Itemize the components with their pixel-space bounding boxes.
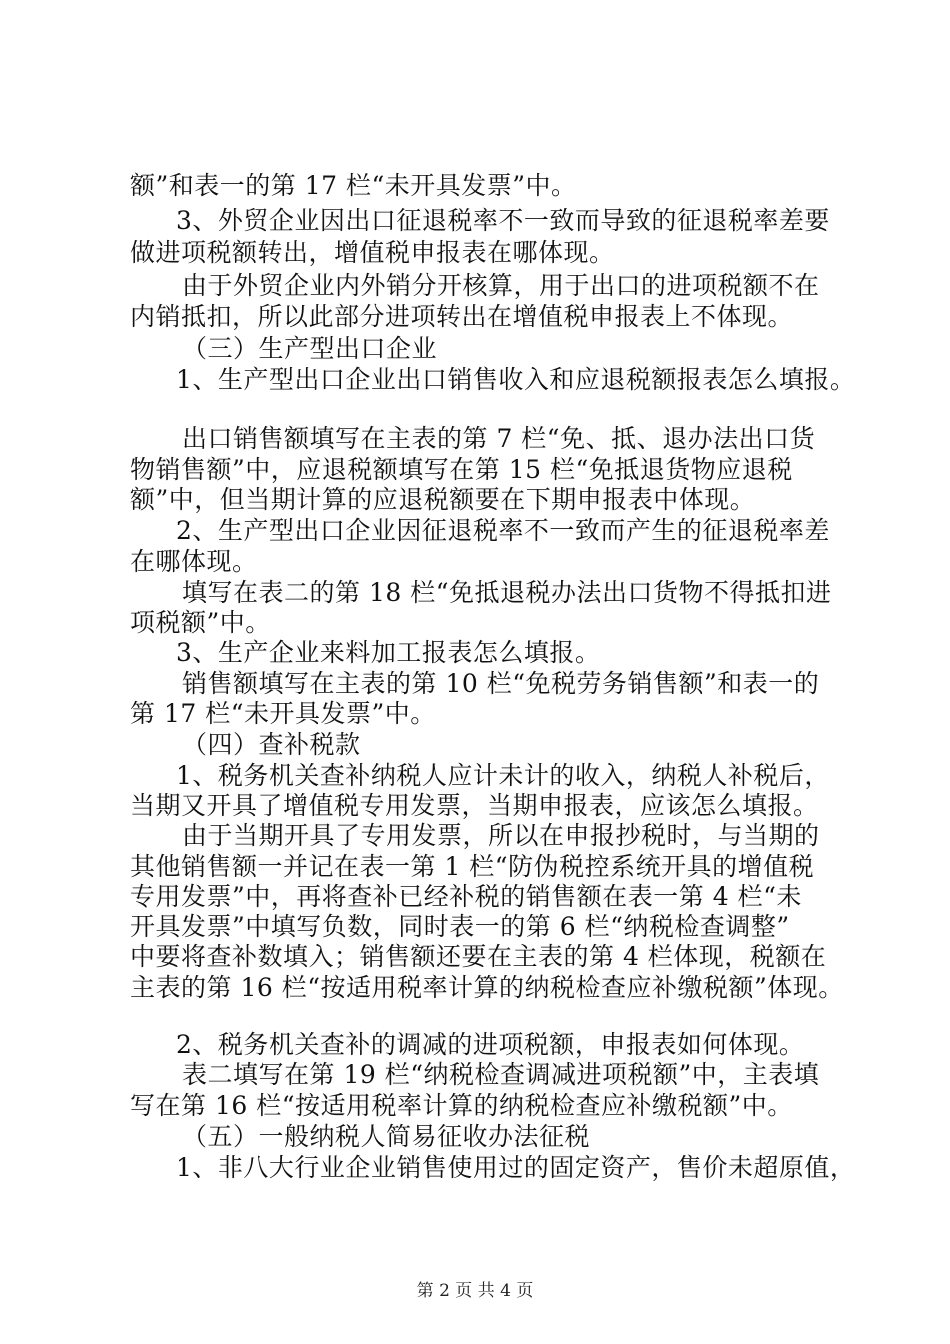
text-line: 填写在表二的第 18 栏“免抵退税办法出口货物不得抵扣进 <box>182 578 832 607</box>
page-footer: 第 2 页 共 4 页 <box>416 1281 534 1301</box>
text-line: 额”中，但当期计算的应退税额要在下期申报表中体现。 <box>130 485 756 514</box>
text-line: 3、外贸企业因出口征退税率不一致而导致的征退税率差要 <box>176 206 830 235</box>
text-line: 2、税务机关查补的调减的进项税额，申报表如何体现。 <box>176 1030 805 1059</box>
text-line: 主表的第 16 栏“按适用税率计算的纳税检查应补缴税额”体现。 <box>130 973 844 1002</box>
text-line: 开具发票”中填写负数，同时表一的第 6 栏“纳税检查调整” <box>130 912 790 941</box>
text-line: 由于当期开具了专用发票，所以在申报抄税时，与当期的 <box>182 821 820 850</box>
text-line: 销售额填写在主表的第 10 栏“免税劳务销售额”和表一的 <box>182 669 820 698</box>
text-line: 内销抵扣，所以此部分进项转出在增值税申报表上不体现。 <box>130 302 794 331</box>
text-line: 1、生产型出口企业出口销售收入和应退税额报表怎么填报。 <box>176 365 856 394</box>
section-heading: （四）查补税款 <box>182 730 361 759</box>
text-line: 物销售额”中，应退税额填写在第 15 栏“免抵退货物应退税 <box>130 455 793 484</box>
section-heading: （三）生产型出口企业 <box>182 334 438 363</box>
text-line: 项税额”中。 <box>130 608 271 637</box>
text-line: 写在第 16 栏“按适用税率计算的纳税检查应补缴税额”中。 <box>130 1091 793 1120</box>
text-line: 表二填写在第 19 栏“纳税检查调减进项税额”中，主表填 <box>182 1060 820 1089</box>
text-line: 第 17 栏“未开具发票”中。 <box>130 699 436 728</box>
text-line: 1、非八大行业企业销售使用过的固定资产，售价未超原值， <box>176 1153 856 1182</box>
text-line: 由于外贸企业内外销分开核算，用于出口的进项税额不在 <box>182 271 820 300</box>
text-line: 3、生产企业来料加工报表怎么填报。 <box>176 638 601 667</box>
text-line: 中要将查补数填入；销售额还要在主表的第 4 栏体现，税额在 <box>130 942 827 971</box>
section-heading: （五）一般纳税人简易征收办法征税 <box>182 1122 591 1151</box>
text-line: 做进项税额转出，增值税申报表在哪体现。 <box>130 238 615 267</box>
text-line: 其他销售额一并记在表一第 1 栏“防伪税控系统开具的增值税 <box>130 852 815 881</box>
text-line: 专用发票”中，再将查补已经补税的销售额在表一第 4 栏“未 <box>130 882 802 911</box>
text-line: 1、税务机关查补纳税人应计未计的收入，纳税人补税后， <box>176 761 830 790</box>
text-line: 出口销售额填写在主表的第 7 栏“免、抵、退办法出口货 <box>182 424 816 453</box>
text-line: 2、生产型出口企业因征退税率不一致而产生的征退税率差 <box>176 516 830 545</box>
text-line: 额”和表一的第 17 栏“未开具发票”中。 <box>130 171 577 200</box>
text-line: 在哪体现。 <box>130 547 258 576</box>
text-line: 当期又开具了增值税专用发票，当期申报表，应该怎么填报。 <box>130 791 819 820</box>
